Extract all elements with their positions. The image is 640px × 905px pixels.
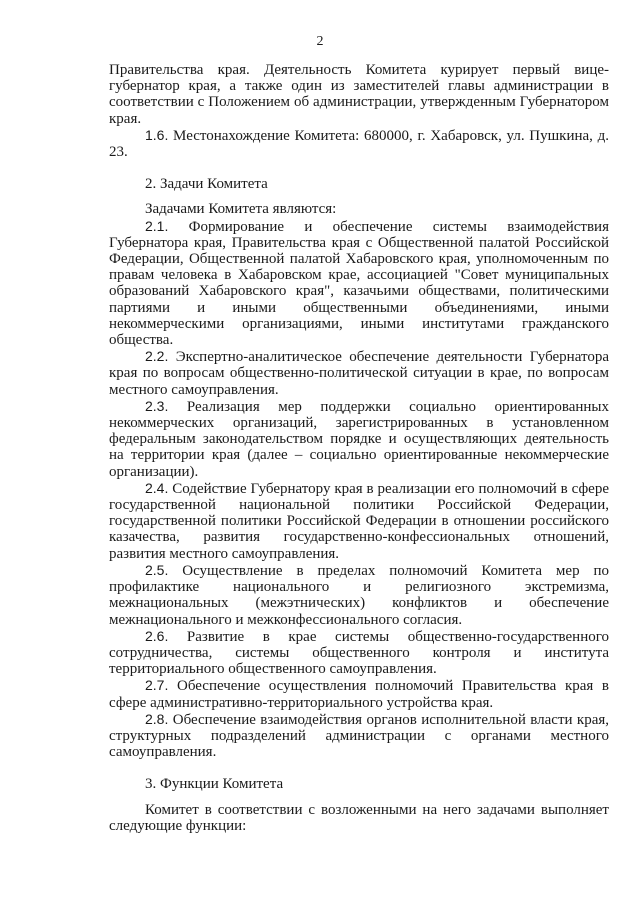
clause-number: 2.2. [145,348,169,365]
task-item-2-7 [109,677,609,710]
section-2-lead: Задачами Комитета являются: [145,201,337,218]
task-item-2-2 [109,348,609,398]
clause-text: Формирование и обеспечение системы взаимодействия Губернатора края, Правительства края с Общественной палатой Российской Федерации, Общественной палатой Хабаровского края, уполномоченным по правам человека в Хабаровском крае, ассоциацией "Совет муниципальных образований Хабаровского края", казачьими обществами, политическими партиями и иными общественными объединениями, иными некоммерческими организациями, иными институтами гражданского общества. [109,218,609,349]
document-body [109,62,609,834]
section-3-heading: 3. Функции Комитета [145,776,284,793]
clause-number: 2.3. [145,397,169,414]
clause-number: 2.7. [145,677,169,694]
task-item-2-1 [109,218,609,349]
clause-number: 1.6. [145,126,169,143]
clause-text: Развитие в крае системы общественно-государственного сотрудничества, системы общественного контроля и института территориального общественного самоуправления. [109,628,609,678]
clause-number: 2.4. [145,479,169,496]
task-item-2-3 [109,398,609,480]
intro-paragraph: Правительства края. Деятельность Комитета курирует первый вице-губернатор края, а также один из заместителей главы администрации в соответствии с Положением об администрации, утвержденным Губернатором края. [109,62,609,127]
clause-text: Обеспечение осуществления полномочий Правительства края в сфере административно-территориального устройства края. [109,678,609,711]
clause-number: 2.8. [145,710,169,727]
task-item-2-6 [109,628,609,678]
clause-text: Экспертно-аналитическое обеспечение деятельности Губернатора края по вопросам общественно-политической ситуации в крае, по вопросам местного самоуправления. [109,349,609,398]
clause-number: 2.1. [145,217,169,234]
clause-text: Местонахождение Комитета: 680000, г. Хабаровск, ул. Пушкина, д. 23. [109,127,609,161]
clause-number: 2.6. [145,627,169,644]
clause-text: Содействие Губернатору края в реализации его полномочий в сфере государственной национальной политики Российской Федерации, государственной политики Российской Федерации в отношении российского казачества, развития государственно-конфессиональных отношений, развития местного самоуправления. [109,480,609,562]
task-item-2-8 [109,711,609,761]
page-number: 2 [316,34,324,49]
clause-text: Осуществление в пределах полномочий Комитета мер по профилактике национального и религиозного экстремизма, межнациональных (межэтнических) конфликтов и обеспечение межнационального и межконфессионального согласия. [109,562,609,628]
task-item-2-5 [109,562,609,628]
section-2-heading: 2. Задачи Комитета [145,176,268,193]
task-item-2-4 [109,480,609,562]
section-3-lead: Комитет в соответствии с возложенными на него задачами выполняет следующие функции: [109,801,609,834]
clause-text: Реализация мер поддержки социально ориентированных некоммерческих организаций, зарегистрированных в установленном федеральным законодательством порядке и осуществляющих деятельность на территории края (далее – социально ориентированные некоммерческие организации). [109,398,609,480]
location-paragraph [109,127,609,160]
clause-number: 2.5. [145,561,169,578]
clause-text: Обеспечение взаимодействия органов исполнительной власти края, структурных подразделений администрации с органами местного самоуправления. [109,711,609,761]
